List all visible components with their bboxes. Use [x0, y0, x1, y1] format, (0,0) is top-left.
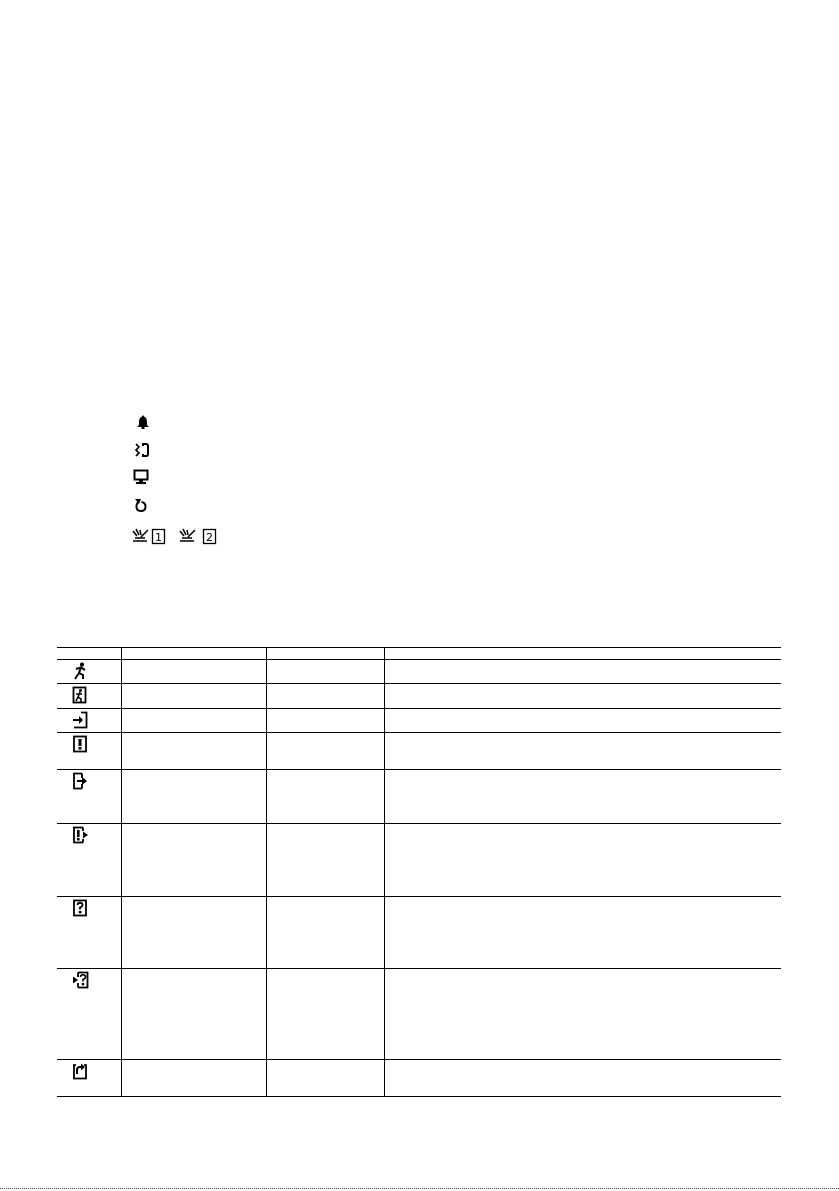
- table-cell: [121, 1060, 266, 1097]
- enter-arrow-icon: [72, 711, 121, 732]
- table-row: [57, 684, 781, 709]
- table-cell: [121, 770, 266, 824]
- table-header-row: [57, 648, 781, 660]
- arrow-question-icon: [72, 971, 121, 992]
- table-cell: [121, 733, 266, 770]
- table-cell: [121, 897, 266, 969]
- table-row: [57, 897, 781, 969]
- table-row: [57, 1060, 781, 1097]
- header-col-4: [384, 648, 781, 660]
- door-exit-arrow-icon: [72, 772, 121, 793]
- table-cell: [121, 709, 266, 733]
- table-cell: [121, 684, 266, 709]
- running-person-icon: [72, 662, 121, 683]
- table-cell: [384, 733, 781, 770]
- vibrate-phone-icon: [133, 442, 151, 458]
- table-row: [57, 969, 781, 1060]
- table-cell: [266, 660, 384, 684]
- speaker-call-1-2-icon: [131, 527, 223, 545]
- table-cell: [384, 897, 781, 969]
- table-cell: [384, 660, 781, 684]
- header-col-2: [121, 648, 266, 660]
- table-cell: [266, 1060, 384, 1097]
- table-cell: [384, 1060, 781, 1097]
- table-cell: [266, 897, 384, 969]
- document-return-arrow-icon: [72, 1062, 121, 1083]
- table-cell: [266, 824, 384, 897]
- table-cell: [121, 969, 266, 1060]
- return-arrow-icon: [134, 497, 148, 513]
- bell-icon: [136, 414, 150, 430]
- exit-door-icon: [72, 686, 121, 707]
- alert-exclamation-icon: [72, 735, 121, 756]
- header-icon-col: [57, 648, 121, 660]
- header-col-3: [266, 648, 384, 660]
- table-cell: [266, 733, 384, 770]
- table-cell: [121, 660, 266, 684]
- icon-table: [57, 647, 781, 1097]
- table-row: [57, 709, 781, 733]
- table-cell: [384, 709, 781, 733]
- table-cell: [266, 770, 384, 824]
- monitor-icon: [133, 469, 149, 485]
- speaker-1-label: 1: [155, 531, 162, 544]
- table-row: [57, 660, 781, 684]
- table-cell: [384, 684, 781, 709]
- table-cell: [384, 969, 781, 1060]
- table-cell: [266, 969, 384, 1060]
- table-cell: [384, 824, 781, 897]
- table-cell: [266, 709, 384, 733]
- alert-exit-icon: [72, 826, 121, 847]
- page-bottom-divider: [0, 1188, 839, 1190]
- table-row: [57, 733, 781, 770]
- table-row: [57, 824, 781, 897]
- table-row: [57, 770, 781, 824]
- question-document-icon: [72, 899, 121, 920]
- table-cell: [121, 824, 266, 897]
- speaker-2-label: 2: [206, 531, 213, 544]
- table-cell: [266, 684, 384, 709]
- table-cell: [384, 770, 781, 824]
